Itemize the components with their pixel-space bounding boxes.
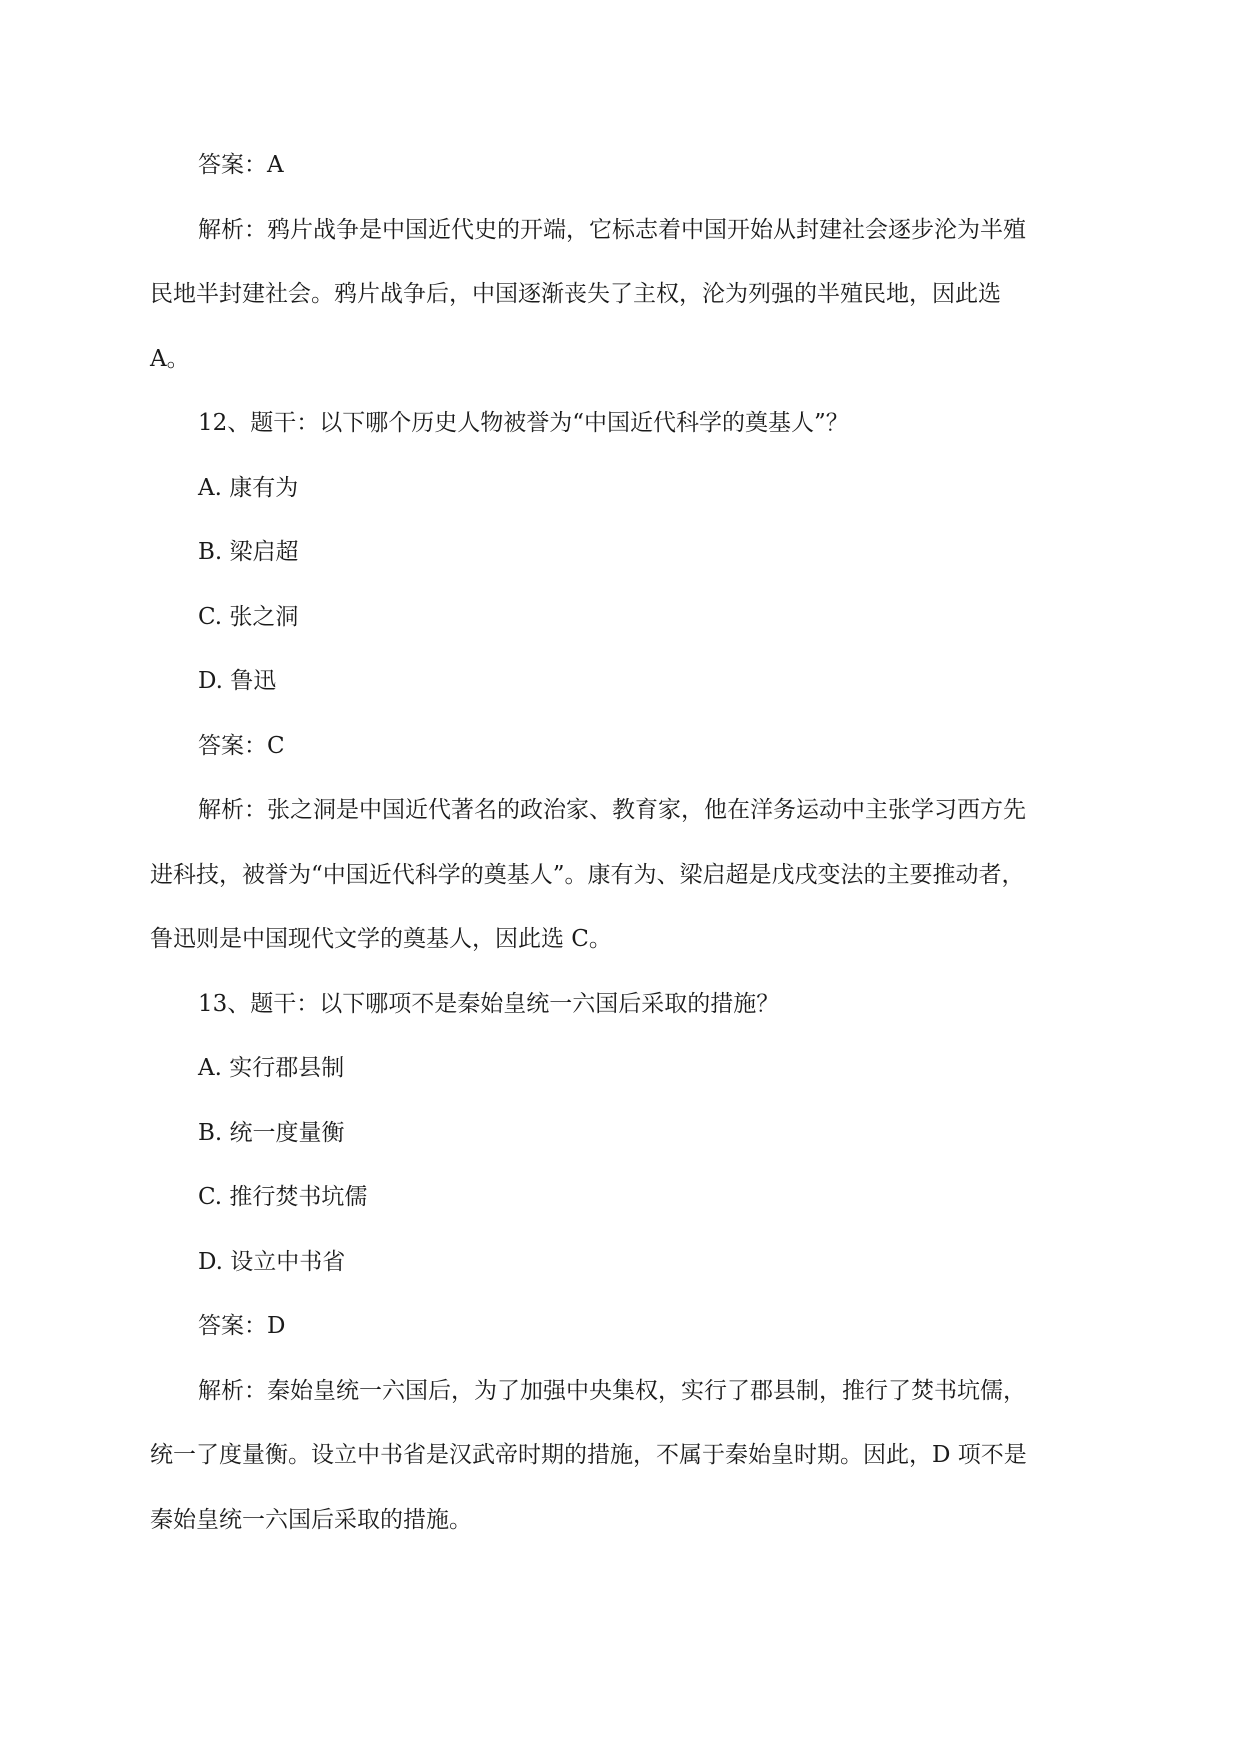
q13-stem: 13、题干：以下哪项不是秦始皇统一六国后采取的措施？ <box>198 991 780 1017</box>
q13-option-c: C. 推行焚书坑儒 <box>198 1184 368 1210</box>
q13-answer: 答案：D <box>198 1313 286 1339</box>
q12-option-b: B. 梁启超 <box>198 539 299 565</box>
q12-stem: 12、题干：以下哪个历史人物被誉为“中国近代科学的奠基人”？ <box>198 410 849 436</box>
q12-option-d: D. 鲁迅 <box>198 668 277 694</box>
q13-option-a: A. 实行郡县制 <box>198 1055 345 1081</box>
q12-answer: 答案：C <box>198 733 285 759</box>
q12-analysis-line-2: 进科技，被誉为“中国近代科学的奠基人”。康有为、梁启超是戊戌变法的主要推动者， <box>150 862 1025 888</box>
q13-analysis-line-3: 秦始皇统一六国后采取的措施。 <box>150 1507 472 1533</box>
q13-option-b: B. 统一度量衡 <box>198 1120 345 1146</box>
q12-option-c: C. 张之洞 <box>198 604 299 630</box>
q11-analysis-line-1: 解析：鸦片战争是中国近代史的开端，它标志着中国开始从封建社会逐步沦为半殖 <box>198 217 1026 243</box>
q13-option-d: D. 设立中书省 <box>198 1249 346 1275</box>
q13-analysis-line-1: 解析：秦始皇统一六国后，为了加强中央集权，实行了郡县制，推行了焚书坑儒， <box>198 1378 1026 1404</box>
q12-analysis-line-3: 鲁迅则是中国现代文学的奠基人，因此选 C。 <box>150 926 612 952</box>
q13-analysis-line-2: 统一了度量衡。设立中书省是汉武帝时期的措施，不属于秦始皇时期。因此，D 项不是 <box>150 1442 1027 1468</box>
q11-answer: 答案：A <box>198 152 284 178</box>
q11-analysis-line-2: 民地半封建社会。鸦片战争后，中国逐渐丧失了主权，沦为列强的半殖民地，因此选 <box>150 281 1001 307</box>
q12-option-a: A. 康有为 <box>198 475 299 501</box>
q11-analysis-line-3: A。 <box>150 346 190 372</box>
q12-analysis-line-1: 解析：张之洞是中国近代著名的政治家、教育家，他在洋务运动中主张学习西方先 <box>198 797 1026 823</box>
